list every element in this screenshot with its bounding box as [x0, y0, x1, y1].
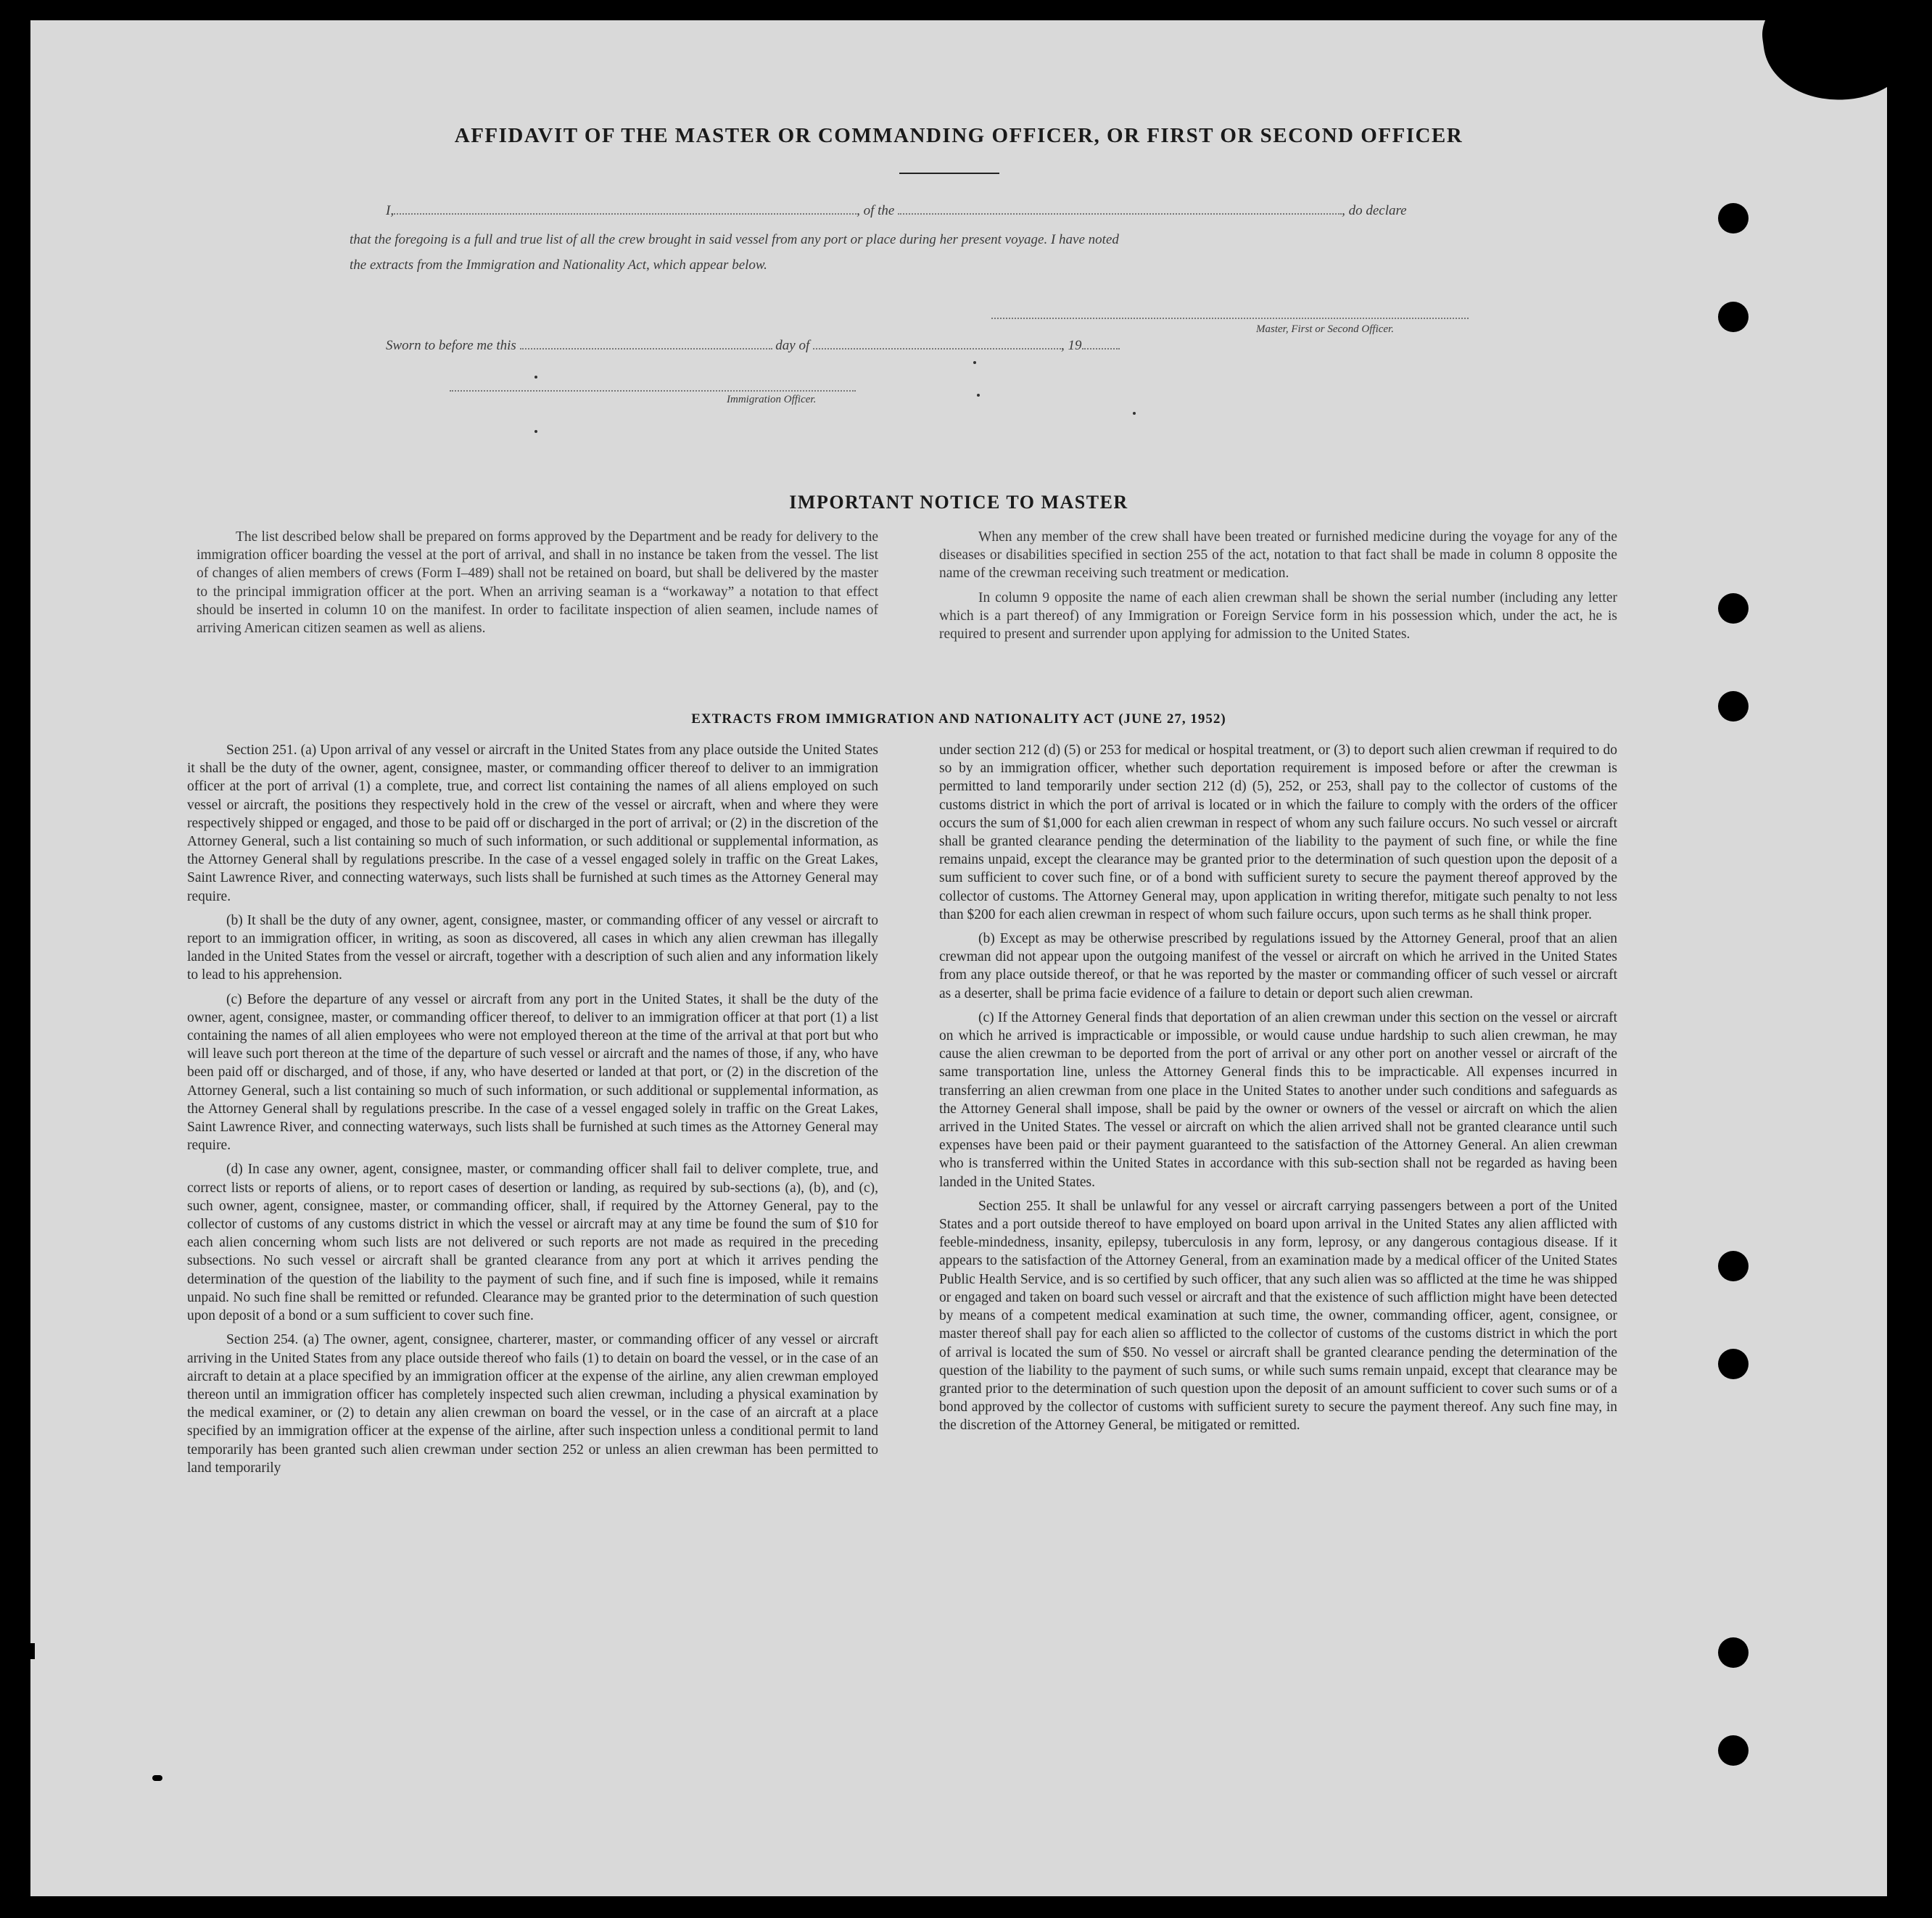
- punch-hole: [1718, 1251, 1749, 1281]
- section-254-c: (c) If the Attorney General finds that deportation of an alien crewman under this section on the vessel or aircraft on which he arrived is impracticable or impossible, or would cause undue hardship to such alien crewman, he may cause the alien crewman to be deported from the port of arrival or any other port on another vessel or aircraft of the same transportation line, unless the Attorney General finds this to be impracticable. All expenses incurred in transferring an alien crewman from one place in the United States to another under such conditions and safeguards as the Attorney General shall impose, shall be paid by the owner or owners of the vessel or aircraft on which the alien arrived in the United States. The vessel or aircraft on which the alien arrived shall not be granted clearance until such expenses have been paid or their payment guaranteed to the satisfaction of the Attorney General. An alien crewman who is transferred within the United States in accordance with this sub-section shall not be regarded as having been landed in the United States.: [939, 1009, 1617, 1190]
- punch-hole: [1718, 1637, 1749, 1668]
- punch-hole: [1718, 1349, 1749, 1379]
- speck: [973, 361, 976, 364]
- affidavit-line-1: [386, 203, 1407, 219]
- section-251-b: (b) It shall be the duty of any owner, agent, consignee, master, or commanding officer of any vessel or aircraft to report to an immigration officer, in writing, as soon as discovered, all cases in which any alien crewman has illegally landed in the United States from the vessel or aircraft, together with a description of such alien and any information likely to lead to his apprehension.: [187, 912, 878, 983]
- punch-hole: [1718, 1735, 1749, 1766]
- speck: [534, 376, 537, 379]
- extracts-title: EXTRACTS FROM IMMIGRATION AND NATIONALITY ACT (JUNE 27, 1952): [691, 711, 1226, 727]
- speck: [534, 430, 537, 433]
- affidavit-line-3: the extracts from the Immigration and Nationality Act, which appear below.: [350, 257, 767, 273]
- affidavit-i-label: I,: [386, 203, 395, 218]
- punch-hole: [1718, 203, 1749, 233]
- document-page: [30, 20, 1887, 1896]
- document-title: AFFIDAVIT OF THE MASTER OR COMMANDING OFFICER, OR FIRST OR SECOND OFFICER: [454, 124, 1464, 147]
- officer-signature-caption: Immigration Officer.: [727, 394, 817, 405]
- day-of-label: day of: [775, 338, 810, 353]
- edge-mark: [30, 1643, 35, 1659]
- speck: [1133, 412, 1136, 415]
- year-label: , 19: [1061, 338, 1082, 353]
- do-declare-label: , do declare: [1342, 203, 1407, 218]
- section-254-a: Section 254. (a) The owner, agent, consignee, charterer, master, or commanding officer of any vessel or aircraft arriving in the United States from any place outside thereof who fails (1) to detain on board the vessel, or in the case of an aircraft to detain at a place specified by an immigration officer at the expense of the airline, any alien crewman employed thereon until an immigration officer has completely inspected such alien crewman, including a physical examination by the medical examiner, or (2) to detain any alien crewman on board the vessel, or in the case of an aircraft at a place specified by an immigration officer at the expense of the airline, after such inspection unless a conditional permit to land temporarily has been granted such alien crewman under section 252 or unless an alien crewman has been permitted to land temporarily: [187, 1332, 878, 1476]
- section-251-c: (c) Before the departure of any vessel or aircraft from any port in the United States, it shall be the duty of the owner, agent, consignee, master, or commanding officer thereof, to deliver to an immigration officer at that port (1) a list containing the names of all alien employees who were not employed thereon at the time of the arrival at that port but who will leave such port thereon at the time of the departure of such vessel or aircraft and the names of those, if any, who have been paid off or discharged, and of those, if any, who have deserted or landed at that port, or (2) in the discretion of the Attorney General, such a list containing so much of such information, or such additional or supplemental information, as the Attorney General shall by regulations prescribe. In the case of a vessel engaged solely in traffic on the Great Lakes, Saint Lawrence River, and connecting waterways, such lists shall be furnished at such times as the Attorney General may require.: [187, 991, 878, 1154]
- sworn-line: [386, 338, 1120, 354]
- section-251-a: Section 251. (a) Upon arrival of any vessel or aircraft in the United States from any place outside the United States it shall be the duty of the owner, agent, consignee, master, or commanding officer thereof to deliver to an immigration officer at the port of arrival (1) a complete, true, and correct list containing the names of all aliens employed on such vessel or aircraft, the positions they respectively hold in the crew of the vessel or aircraft, when and where they were respectively shipped or engaged, and those to be paid off or discharged in the port of arrival; or (2) in the discretion of the Attorney General, such a list containing so much of such information, or such additional or supplemental information, as the Attorney General shall by regulations prescribe. In the case of a vessel engaged solely in traffic on the Great Lakes, Saint Lawrence River, and connecting waterways, such lists shall be furnished at such times as the Attorney General may require.: [187, 743, 878, 904]
- name-blank: [394, 203, 856, 215]
- affidavit-line-2: that the foregoing is a full and true list of all the crew brought in said vessel from any port or place during her present voyage. I have noted: [350, 232, 1119, 247]
- officer-signature-line: [450, 390, 856, 392]
- master-signature-caption: Master, First or Second Officer.: [1256, 323, 1394, 335]
- torn-corner: [1756, 20, 1887, 110]
- extracts-right-column: [939, 741, 1617, 1441]
- master-signature-line: [991, 318, 1469, 319]
- sworn-day-blank: [520, 338, 772, 350]
- notice-paragraph: When any member of the crew shall have been treated or furnished medicine during the voyage for any of the diseases or disabilities specified in section 255 of the act, notation to that fact shall be made in column 8 opposite the name of the crewman receiving such treatment or medication.: [939, 529, 1617, 582]
- speck: [977, 394, 980, 397]
- section-255: Section 255. It shall be unlawful for any vessel or aircraft carrying passengers between a port of the United States and a port outside thereof to have employed on board upon arrival in the United States any alien afflicted with feeble-mindedness, insanity, epilepsy, tuberculosis in any form, leprosy, or any dangerous contagious disease. If it appears to the satisfaction of the Attorney General, from an examination made by a medical officer of the United States Public Health Service, and is so certified by such officer, that any such alien was so afflicted at the time he was shipped or engaged and taken on board such vessel or aircraft and that the existence of such affliction might have been detected by means of a competent medical examination at such time, the owner, commanding officer, agent, consignee, or master thereof shall pay for each alien so afflicted to the collector of customs of the customs district in which the port of arrival is located the sum of $50. No vessel or aircraft shall be granted clearance pending the determination of the question of the liability to the payment of such sums, or while such sums remain unpaid, except that clearance may be granted prior to the determination of such question upon the deposit of an amount sufficient to cover such sums or of a bond approved by the collector of customs with sufficient surety to secure the payment thereof. Any such fine may, in the discretion of the Attorney General, be mitigated or remitted.: [939, 1198, 1617, 1434]
- notice-right-column: [939, 528, 1617, 649]
- sworn-year-blank: [1082, 338, 1120, 350]
- edge-mark: [152, 1775, 162, 1781]
- punch-hole: [1718, 593, 1749, 624]
- punch-hole: [1718, 302, 1749, 332]
- notice-paragraph: The list described below shall be prepared on forms approved by the Department and be ready for delivery to the immigration officer boarding the vessel at the port of arrival, and shall in no instance be taken from the vessel. The list of changes of alien members of crews (Form I–489) shall not be retained on board, but shall be delivered by the master to the principal immigration officer at the port. When an arriving seaman is a “workaway” a notation to that effect should be inserted in column 10 on the manifest. In order to facilitate inspection of alien seamen, include names of arriving American citizen seamen as well as aliens.: [197, 529, 878, 637]
- vessel-blank: [898, 203, 1342, 215]
- sworn-label: Sworn to before me this: [386, 338, 516, 353]
- section-254-b: (b) Except as may be otherwise prescribed by regulations issued by the Attorney General, proof that an alien crewman did not appear upon the outgoing manifest of the vessel or aircraft on which he arrived in the United States from any place outside thereof, or that he was reported by the master or commanding officer of such vessel or aircraft as a deserter, shall be prima facie evidence of a failure to detain or deport such alien crewman.: [939, 931, 1617, 1001]
- section-251-d: (d) In case any owner, agent, consignee, master, or commanding officer shall fail to deliver complete, true, and correct lists or reports of aliens, or to report cases of desertion or landing, as required by sub-sections (a), (b), and (c), such owner, agent, consignee, master, or commanding officer, shall, if required by the Attorney General, pay to the collector of customs of any customs district in which the vessel or aircraft may at any time be found the sum of $10 for each alien concerning whom such lists are not delivered or such reports are not made as required in the preceding subsections. No such vessel or aircraft shall be granted clearance from any port at which it arrives pending the determination of the question of the liability to the payment of such fine, and if such fine is imposed, while it remains unpaid. No such fine shall be remitted or refunded. Clearance may be granted prior to the determination of such question upon deposit of a bond or a sum sufficient to cover such fine.: [187, 1162, 878, 1324]
- of-the-label: , of the: [856, 203, 895, 218]
- notice-paragraph: In column 9 opposite the name of each alien crewman shall be shown the serial number (including any letter which is a part thereof) of any Immigration or Foreign Service form in his possession which, under the act, he is required to present and surrender upon applying for admission to the United States.: [939, 590, 1617, 642]
- sworn-month-blank: [813, 338, 1061, 350]
- extracts-left-column: [187, 741, 878, 1483]
- title-rule: [899, 173, 999, 174]
- notice-title: IMPORTANT NOTICE TO MASTER: [789, 492, 1128, 513]
- section-254-a-continued: under section 212 (d) (5) or 253 for medical or hospital treatment, or (3) to deport such alien crewman if required to do so by an immigration officer, whether such deportation requirement is imposed before or after the crewman is permitted to land temporarily under section 212 (d) (5), 252, or 253, shall pay to the collector of customs of the customs district in which the port of arrival is located or in which the failure to comply with the orders of the officer occurs the sum of $1,000 for each alien crewman in respect of whom any such failure occurs. No such vessel or aircraft shall be granted clearance pending the determination of the liability to the payment of such fine, or while the fine remains unpaid, except the clearance may be granted prior to the determination of such question upon the deposit of a sum sufficient to cover such fine, or of a bond with sufficient surety to secure the payment thereof approved by the collector of customs. The Attorney General may, upon application in writing therefor, mitigate such penalty to not less than $200 for each alien crewman in respect of whom such failure occurs, upon such terms as he shall think proper.: [939, 743, 1617, 922]
- notice-left-column: [197, 528, 878, 643]
